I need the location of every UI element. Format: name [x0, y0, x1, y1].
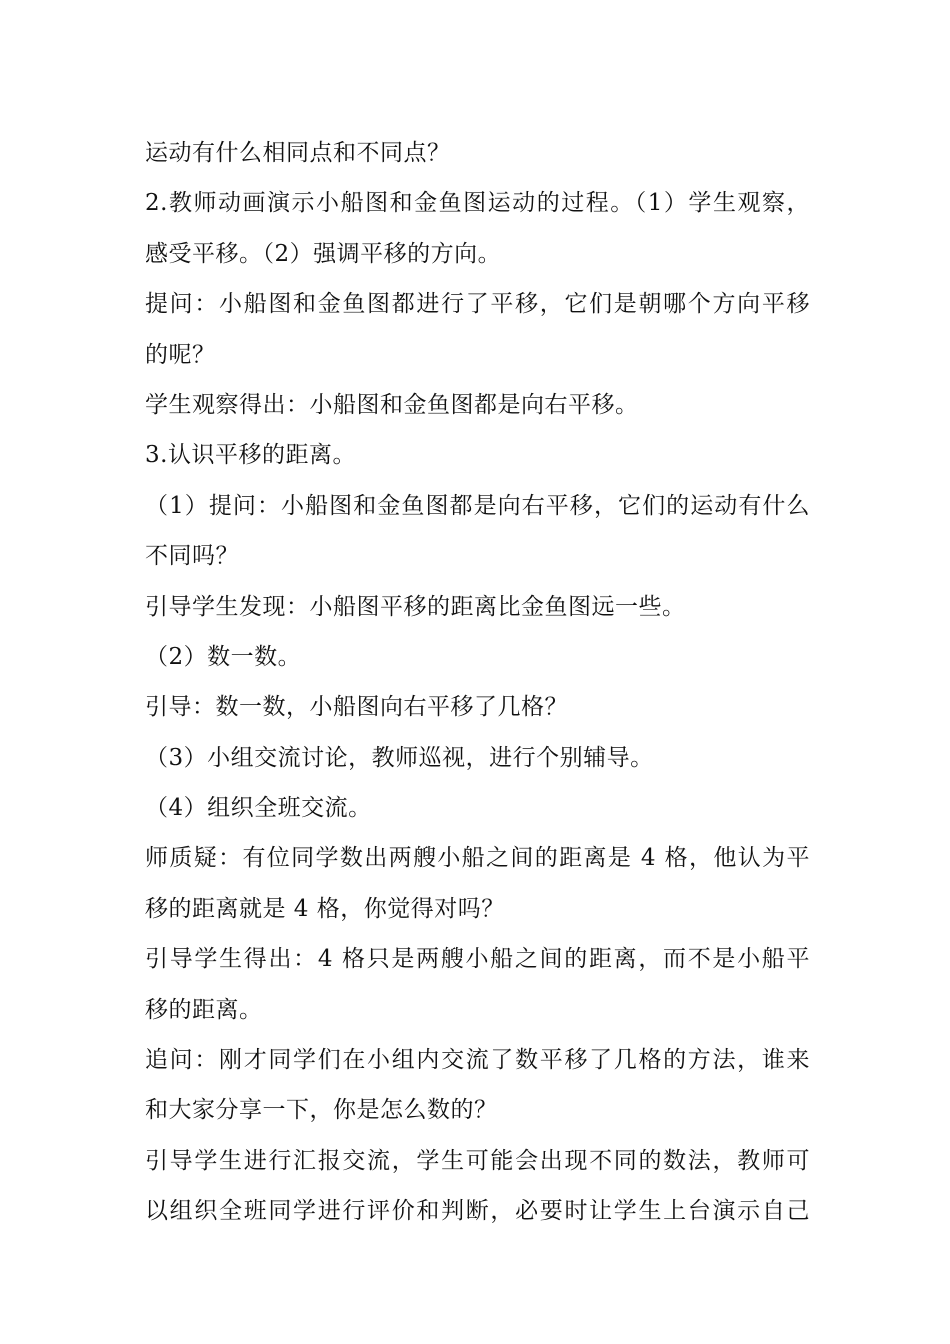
text-line: 引导学生发现：小船图平移的距离比金鱼图远一些。	[145, 593, 686, 620]
text-line: 运动有什么相同点和不同点？	[145, 140, 451, 166]
text-line: 的呢？	[145, 341, 216, 368]
text-line: 引导：数一数，小船图向右平移了几格？	[145, 694, 568, 721]
text-line: 移的距离就是 4 格，你觉得对吗？	[145, 895, 505, 922]
text-line: 2.教师动画演示小船图和金鱼图运动的过程。（1）学生观察，	[145, 190, 810, 217]
text-line: 师质疑：有位同学数出两艘小船之间的距离是 4 格，他认为平	[145, 845, 810, 872]
text-line: （3）小组交流讨论，教师巡视，进行个别辅导。	[145, 744, 654, 771]
text-line: 移的距离。	[145, 996, 263, 1023]
text-line: （4）组织全班交流。	[145, 795, 372, 822]
text-line: （1）提问：小船图和金鱼图都是向右平移，它们的运动有什么	[145, 492, 810, 519]
text-line: 以组织全班同学进行评价和判断，必要时让学生上台演示自己	[145, 1198, 810, 1225]
text-line: 3.认识平移的距离。	[145, 442, 356, 469]
text-line: 感受平移。（2）强调平移的方向。	[145, 240, 502, 267]
document-body	[145, 128, 810, 1237]
text-line: 学生观察得出：小船图和金鱼图都是向右平移。	[145, 391, 639, 418]
text-line: 不同吗？	[145, 543, 239, 570]
text-line: 引导学生得出：4 格只是两艘小船之间的距离，而不是小船平	[145, 946, 810, 973]
text-line: （2）数一数。	[145, 643, 302, 670]
text-line: 提问：小船图和金鱼图都进行了平移，它们是朝哪个方向平移	[145, 291, 810, 318]
text-line: 和大家分享一下，你是怎么数的？	[145, 1097, 498, 1124]
text-line: 引导学生进行汇报交流，学生可能会出现不同的数法，教师可	[145, 1147, 810, 1174]
text-line: 追问：刚才同学们在小组内交流了数平移了几格的方法，谁来	[145, 1047, 810, 1074]
